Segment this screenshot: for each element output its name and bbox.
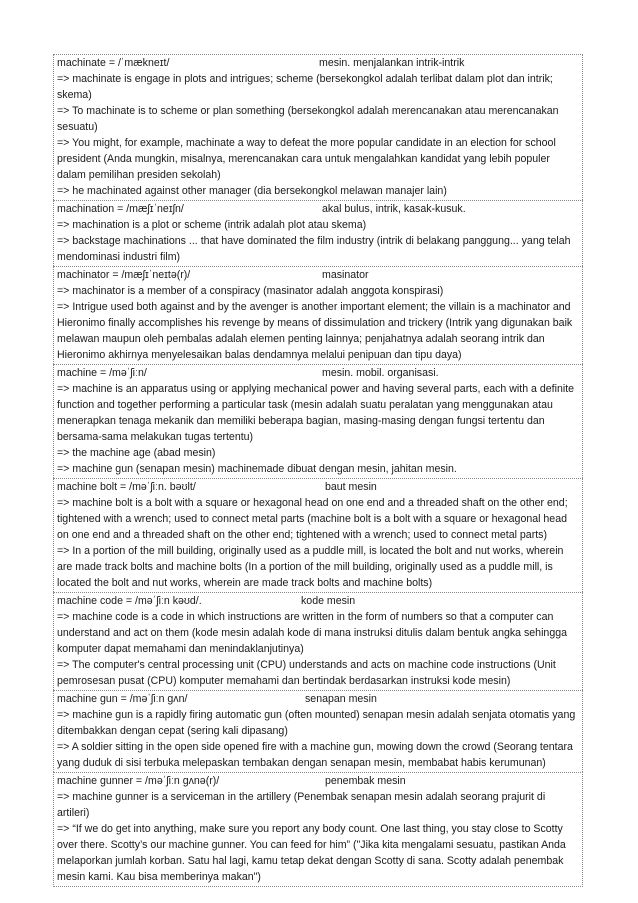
glossary-entry [53, 478, 583, 592]
glossary-entry [53, 364, 583, 478]
entry-term: machine = /məˈʃiːn/ [57, 367, 147, 379]
entry-line: => machine code is a code in which instructions are written in the form of numbers so that a computer can understand and act on them (kode mesin adalah kode di mana instruksi ditulis dalam bentuk angka sehingga komputer dapat memahami dan menindaklanjutinya) [57, 611, 567, 655]
entry-line: => backstage machinations ... that have dominated the film industry (intrik di belakang panggung... yang telah mendominasi industri film) [57, 235, 571, 263]
entry-term: machinator = /mæʃɪˈneɪtə(r)/ [57, 269, 191, 281]
entry-line: => machinate is engage in plots and intrigues; scheme (bersekongkol adalah terlibat dalam plot dan intrik; skema) [57, 73, 553, 101]
entry-line: => machine gunner is a serviceman in the artillery (Penembak senapan mesin adalah seorang prajurit di artileri) [57, 791, 546, 819]
entry-translation: akal bulus, intrik, kasak-kusuk. [322, 203, 466, 215]
entry-line: => machine bolt is a bolt with a square or hexagonal head on one end and a threaded shaft on the other end; tightened with a wrench; used to connect metal parts (machine bolt is a bolt with a square or hexagonal head on one end and a threaded shaft on the other end; tightened with a wrench; used to connect metal parts) [57, 497, 568, 541]
entry-translation: senapan mesin [305, 693, 377, 705]
entry-translation: mesin. menjalankan intrik-intrik [319, 57, 465, 69]
entry-term: machinate = /ˈmækneɪt/ [57, 57, 170, 69]
entry-translation: kode mesin [301, 595, 356, 607]
entry-line: => “If we do get into anything, make sure you report any body count. One last thing, you stay close to Scotty over there. Scotty’s our machine gunner. You can feed for him” ("Jika kita mengalami sesuatu, pastikan Anda melaporkan jumlah korban. Satu hal lagi, kamu tetap dekat dengan Scotty di sana. Scotty adalah penembak mesin kami. Kau bisa memberinya makan") [57, 823, 566, 883]
entry-heading [57, 55, 579, 71]
entry-term: machination = /mæʃɪˈneɪʃn/ [57, 203, 184, 215]
entry-translation: mesin. mobil. organisasi. [322, 367, 439, 379]
entry-line: => To machinate is to scheme or plan something (bersekongkol adalah merencanakan atau merencanakan sesuatu) [57, 105, 559, 133]
entry-line: => You might, for example, machinate a way to defeat the more popular candidate in an election for school president (Anda mungkin, misalnya, merencanakan cara untuk mengalahkan kandidat yang lebih populer dalam pemilihan presiden sekolah) [57, 137, 556, 181]
entry-translation: masinator [322, 269, 369, 281]
glossary-entry [53, 592, 583, 690]
entry-line: => machination is a plot or scheme (intrik adalah plot atau skema) [57, 219, 367, 231]
entry-heading [57, 365, 579, 381]
entry-term: machine bolt = /məˈʃiːn. bəʊlt/ [57, 481, 196, 493]
entry-term: machine gunner = /məˈʃiːn ɡʌnə(r)/ [57, 775, 220, 787]
entry-term: machine gun = /məˈʃiːn ɡʌn/ [57, 693, 188, 705]
entry-term: machine code = /məˈʃiːn kəʊd/. [57, 595, 202, 607]
glossary-entry [53, 54, 583, 200]
entry-line: => A soldier sitting in the open side opened fire with a machine gun, mowing down the crowd (Seorang tentara yang duduk di sisi terbuka melepaskan tembakan dengan senapan mesin, membabat habis kerumunan) [57, 741, 573, 769]
glossary-entry [53, 200, 583, 266]
glossary-entry [53, 772, 583, 887]
entry-line: => machine gun is a rapidly firing automatic gun (often mounted) senapan mesin adalah senjata otomatis yang ditembakkan dengan cepat (sering kali dipasang) [57, 709, 576, 737]
glossary-entry [53, 690, 583, 772]
entry-heading [57, 773, 579, 789]
entry-line: => machine is an apparatus using or applying mechanical power and having several parts, each with a definite function and together performing a particular task (mesin adalah suatu peralatan yang menggunakan atau menerapkan tenaga mekanik dan memiliki beberapa bagian, masing-masing dengan fungsi tertentu dan bersama-sama melakukan tugas tertentu) [57, 383, 575, 443]
entry-heading [57, 479, 579, 495]
glossary-entry [53, 266, 583, 364]
entry-translation: baut mesin [325, 481, 377, 493]
glossary-document [53, 54, 583, 887]
entry-heading [57, 593, 579, 609]
entry-translation: penembak mesin [325, 775, 406, 787]
entry-heading [57, 267, 579, 283]
entry-line: => machine gun (senapan mesin) machinemade dibuat dengan mesin, jahitan mesin. [57, 463, 457, 475]
entry-heading [57, 691, 579, 707]
entry-line: => Intrigue used both against and by the avenger is another important element; the villain is a machinator and Hieronimo finally accomplishes his revenge by means of dissimulation and trickery (Intrik yang digunakan baik melawan maupun oleh pembalas adalah elemen penting lainnya; penjahatnya adalah seorang intrik dan Hieronimo akhirnya menyelesaikan balas dendamnya melalui penipuan dan tipu daya) [57, 301, 573, 361]
entry-line: => machinator is a member of a conspiracy (masinator adalah anggota konspirasi) [57, 285, 444, 297]
entry-line: => In a portion of the mill building, originally used as a puddle mill, is located the bolt and nut works, wherein are made track bolts and machine bolts (In a portion of the mill building, originally used as a puddle mill, is located the bolt and nut works, wherein are made track bolts and machine bolts) [57, 545, 564, 589]
entry-line: => the machine age (abad mesin) [57, 447, 216, 459]
entry-line: => he machinated against other manager (dia bersekongkol melawan manajer lain) [57, 185, 447, 197]
entry-line: => The computer's central processing unit (CPU) understands and acts on machine code instructions (Unit pemrosesan pusat (CPU) komputer memahami dan bertindak berdasarkan instruksi kode mesin) [57, 659, 556, 687]
entry-heading [57, 201, 579, 217]
